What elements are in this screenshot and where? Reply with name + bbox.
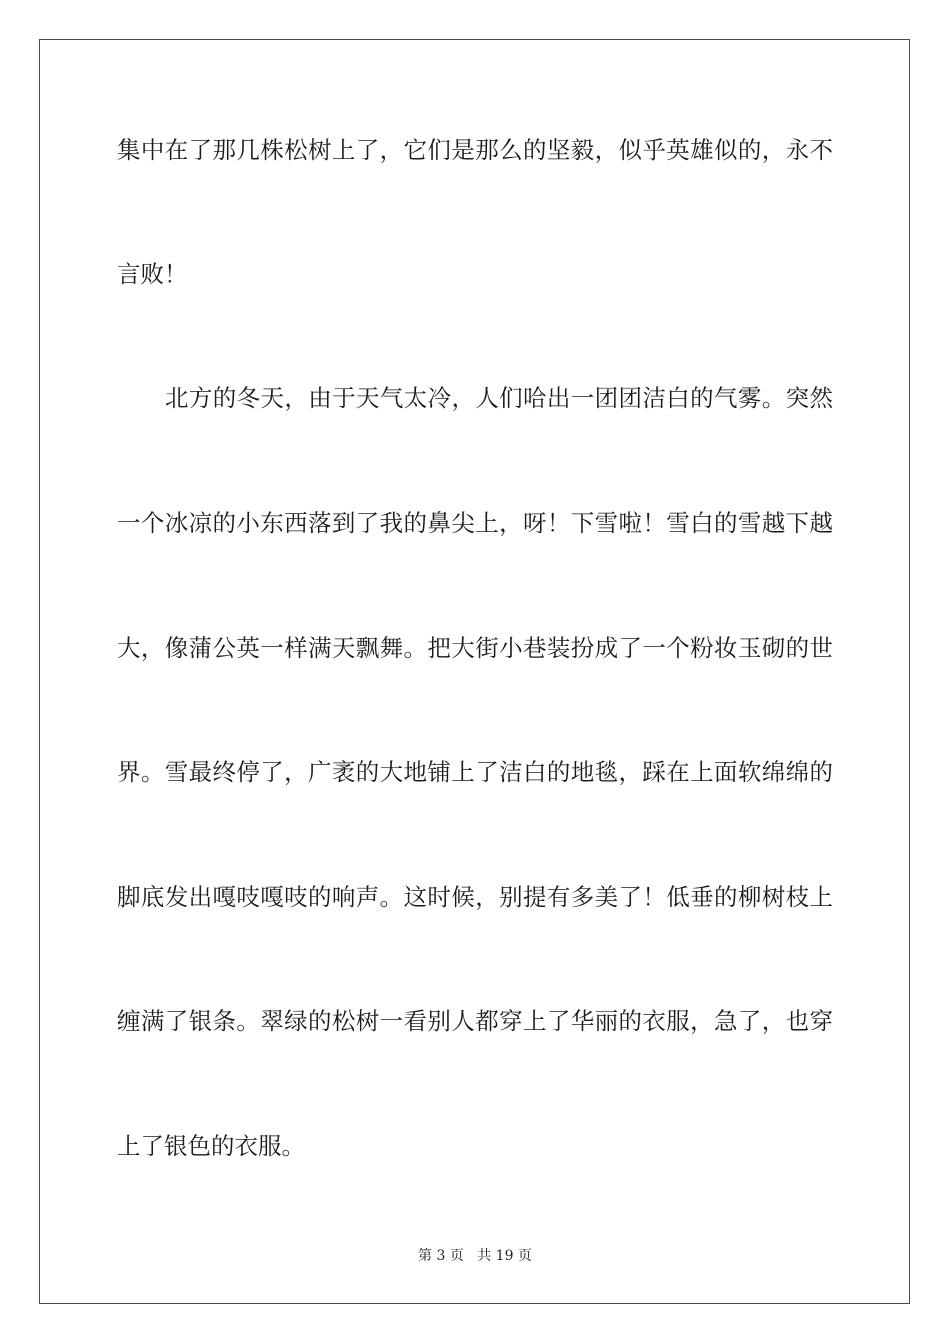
text-line: 言败！	[117, 260, 188, 288]
page-number: 第 3 页	[418, 1248, 464, 1264]
page-footer	[0, 1247, 950, 1265]
text-line: 一个冰凉的小东西落到了我的鼻尖上，呀！下雪啦！雪白的雪越下越	[117, 509, 833, 537]
text-line: 界。雪最终停了，广袤的大地铺上了洁白的地毯，踩在上面软绵绵的	[117, 758, 833, 786]
text-line: 集中在了那几株松树上了，它们是那么的坚毅，似乎英雄似的，永不	[117, 136, 833, 164]
text-line: 大，像蒲公英一样满天飘舞。把大街小巷装扮成了一个粉妆玉砌的世	[117, 634, 833, 662]
text-line: 脚底发出嘎吱嘎吱的响声。这时候，别提有多美了！低垂的柳树枝上	[117, 883, 833, 911]
text-line: 上了银色的衣服。	[117, 1132, 305, 1160]
text-line: 缠满了银条。翠绿的松树一看别人都穿上了华丽的衣服，急了，也穿	[117, 1007, 833, 1035]
paragraph-first-line: 北方的冬天，由于天气太冷，人们哈出一团团洁白的气雾。突然	[165, 384, 833, 412]
page-total: 共 19 页	[477, 1248, 532, 1264]
page-border	[39, 39, 910, 1304]
